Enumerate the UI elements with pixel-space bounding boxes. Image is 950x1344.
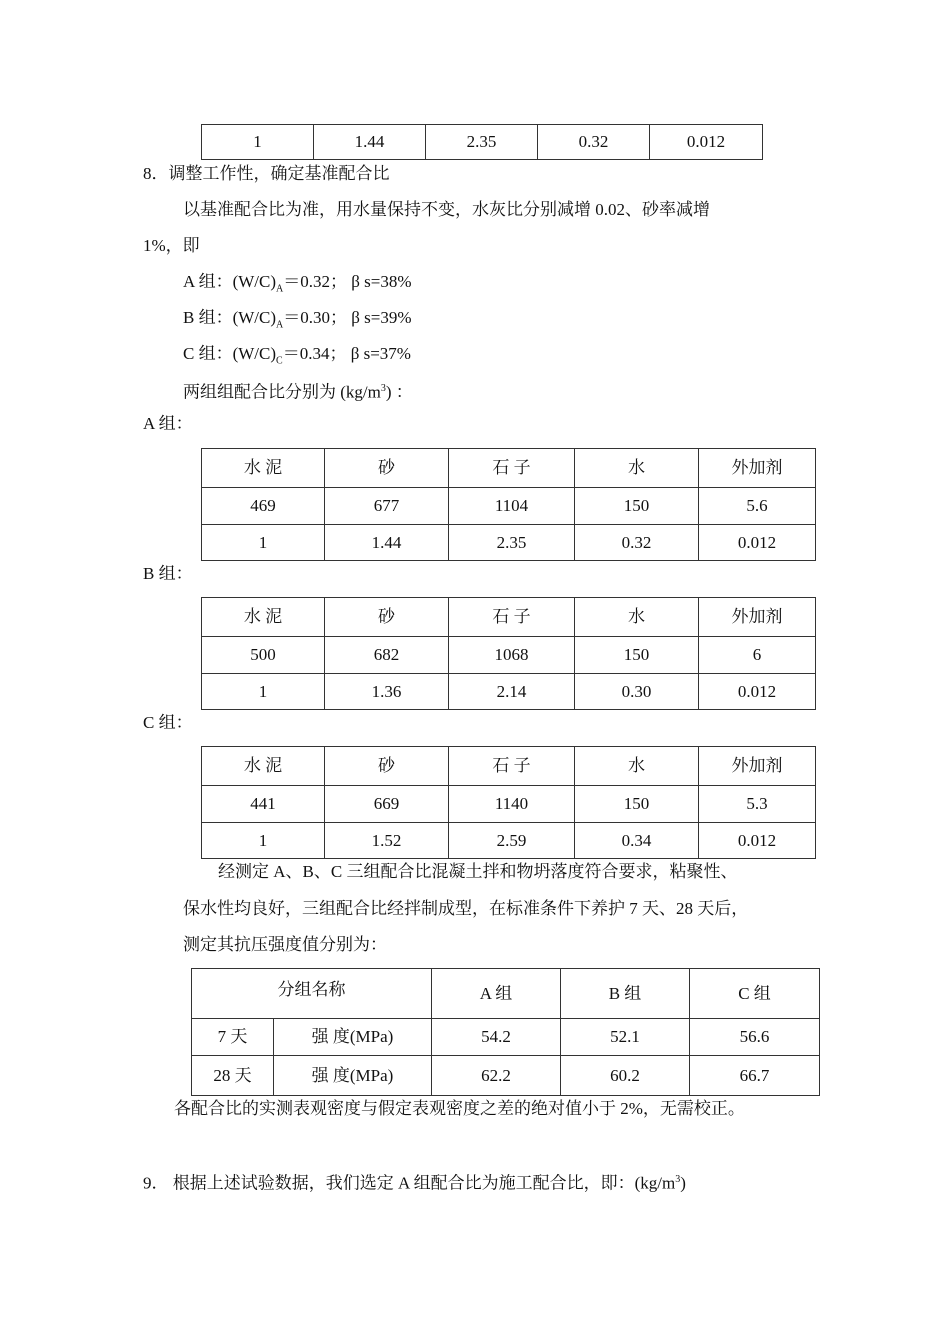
section9-text: 9． 根据上述试验数据，我们选定 A 组配合比为施工配合比，即：(kg/m (143, 1173, 676, 1193)
column-header: 砂 (325, 598, 449, 637)
ratio-prefix: A 组：(W/C) (183, 272, 277, 291)
ratio-intro-end: ) ： (385, 382, 413, 402)
table-cell: 0.34 (575, 823, 699, 859)
table-cell: 62.2 (432, 1056, 561, 1096)
column-header: 砂 (325, 449, 449, 488)
table-header-row (202, 598, 816, 637)
table-cell: 5.6 (699, 488, 816, 525)
table-cell: 150 (575, 637, 699, 674)
table-row (192, 1019, 820, 1056)
table-cell: 6 (699, 637, 816, 674)
table-cell: 60.2 (561, 1056, 690, 1096)
group-c-ratio-line (183, 344, 411, 371)
ratio-suffix: ＝0.32； β s=38% (283, 272, 412, 291)
table-cell: 469 (202, 488, 325, 525)
table-cell: 2.35 (426, 125, 538, 160)
column-header: 水 泥 (202, 449, 325, 488)
column-header: 砂 (325, 747, 449, 786)
table-cell: 0.012 (650, 125, 763, 160)
ratio-intro-text: 两组组配合比分别为 (kg/m (183, 382, 381, 402)
table-cell: 1140 (449, 786, 575, 823)
table-row (202, 674, 816, 710)
column-header: 外加剂 (699, 747, 816, 786)
group-b-ratio-line (183, 308, 412, 335)
table-cell: 66.7 (690, 1056, 820, 1096)
table-cell: 2.59 (449, 823, 575, 859)
table-cell: 1 (202, 674, 325, 710)
column-header-group-name: 分组名称 (192, 969, 432, 1019)
table-cell: 0.32 (538, 125, 650, 160)
test-paragraph-line3: 测定其抗压强度值分别为： (183, 935, 387, 954)
column-header: 外加剂 (699, 598, 816, 637)
table-header-row (202, 747, 816, 786)
ratio-prefix: C 组：(W/C) (183, 344, 277, 363)
column-header: 水 (575, 747, 699, 786)
table-cell: 682 (325, 637, 449, 674)
table-cell: 1104 (449, 488, 575, 525)
column-header: 水 泥 (202, 747, 325, 786)
strength-label-cell: 强 度(MPa) (274, 1019, 432, 1056)
ratio-subscript: C (276, 355, 283, 367)
section8-paragraph-line2: 1%，即 (143, 236, 200, 255)
table-cell: 1068 (449, 637, 575, 674)
table-cell: 2.14 (449, 674, 575, 710)
density-note: 各配合比的实测表观密度与假定表观密度之差的绝对值小于 2%，无需校正。 (174, 1099, 745, 1118)
column-header: 石 子 (449, 747, 575, 786)
table-cell: 1.44 (314, 125, 426, 160)
table-header-row (202, 449, 816, 488)
table-row (202, 823, 816, 859)
table-cell: 0.32 (575, 525, 699, 561)
table-row (202, 525, 816, 561)
table-cell: 500 (202, 637, 325, 674)
table-row (202, 488, 816, 525)
table-cell: 54.2 (432, 1019, 561, 1056)
section9-heading (143, 1170, 686, 1194)
table-row (202, 125, 763, 160)
age-cell: 7 天 (192, 1019, 274, 1056)
column-header-a: A 组 (432, 969, 561, 1019)
table-cell: 2.35 (449, 525, 575, 561)
group-a-ratio-line (183, 272, 412, 299)
strength-table (191, 968, 820, 1096)
top-ratio-table (201, 124, 763, 160)
group-c-label: C 组： (143, 713, 193, 732)
table-cell: 441 (202, 786, 325, 823)
group-b-label: B 组： (143, 564, 193, 583)
group-a-table (201, 448, 816, 561)
table-row (202, 786, 816, 823)
strength-label-cell: 强 度(MPa) (274, 1056, 432, 1096)
column-header: 外加剂 (699, 449, 816, 488)
column-header: 石 子 (449, 598, 575, 637)
table-cell: 0.30 (575, 674, 699, 710)
table-cell: 0.012 (699, 674, 816, 710)
column-header: 水 (575, 598, 699, 637)
column-header: 石 子 (449, 449, 575, 488)
table-cell: 0.012 (699, 525, 816, 561)
table-cell: 669 (325, 786, 449, 823)
ratio-prefix: B 组：(W/C) (183, 308, 277, 327)
table-cell: 1 (202, 125, 314, 160)
table-cell: 52.1 (561, 1019, 690, 1056)
table-cell: 677 (325, 488, 449, 525)
group-b-table (201, 597, 816, 710)
column-header: 水 (575, 449, 699, 488)
column-header-b: B 组 (561, 969, 690, 1019)
column-header-c: C 组 (690, 969, 820, 1019)
table-cell: 1 (202, 823, 325, 859)
section8-heading: 8．调整工作性，确定基准配合比 (143, 164, 390, 183)
table-cell: 0.012 (699, 823, 816, 859)
section9-superscript: 3 (675, 1174, 681, 1185)
table-cell: 56.6 (690, 1019, 820, 1056)
column-header: 水 泥 (202, 598, 325, 637)
table-cell: 1 (202, 525, 325, 561)
ratio-subscript: A (276, 283, 284, 295)
table-row (202, 637, 816, 674)
test-paragraph-line2: 保水性均良好，三组配合比经拌制成型，在标准条件下养护 7 天、28 天后， (183, 899, 749, 918)
table-cell: 1.36 (325, 674, 449, 710)
test-paragraph-line1: 经测定 A、B、C 三组配合比混凝土拌和物坍落度符合要求，粘聚性、 (218, 862, 738, 881)
table-row (192, 1056, 820, 1096)
table-cell: 150 (575, 786, 699, 823)
section9-end: ) (680, 1173, 686, 1193)
table-cell: 1.52 (325, 823, 449, 859)
section8-paragraph-line1: 以基准配合比为准，用水量保持不变，水灰比分别减增 0.02、砂率减增 (183, 200, 710, 219)
table-cell: 150 (575, 488, 699, 525)
group-c-table (201, 746, 816, 859)
ratio-suffix: ＝0.34； β s=37% (282, 344, 411, 363)
age-cell: 28 天 (192, 1056, 274, 1096)
group-a-label: A 组： (143, 414, 193, 433)
table-header-row (192, 969, 820, 1019)
table-cell: 5.3 (699, 786, 816, 823)
table-cell: 1.44 (325, 525, 449, 561)
ratio-suffix: ＝0.30； β s=39% (283, 308, 412, 327)
ratio-subscript: A (276, 319, 284, 331)
ratio-intro-superscript: 3 (380, 383, 386, 394)
ratio-intro-line (183, 379, 413, 403)
